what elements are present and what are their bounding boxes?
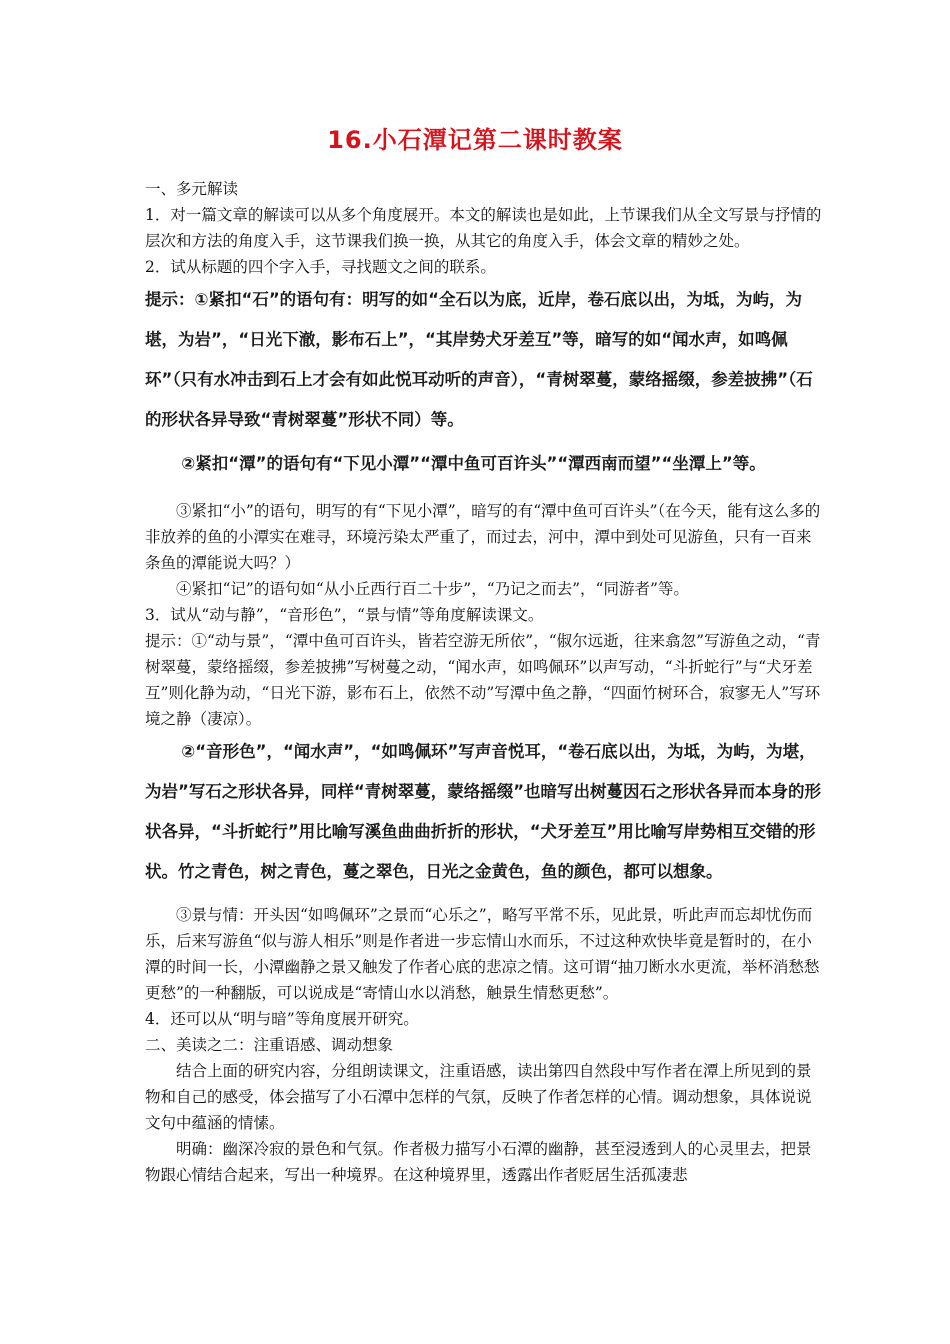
hint-ji-paragraph: ④紧扣“记”的语句如“从小丘西行百二十步”，“乃记之而去”，“同游者”等。 (176, 580, 689, 598)
hint-yin-xing-se-paragraph: ②“音形色”，“闻水声”，“如鸣佩环”写声音悦耳，“卷石底以出，为坻，为屿，为堪，为岩”写石之形状各异，同样“青树翠蔓，蒙络摇缀”也暗写出树蔓因石之形状各异而本身的形状各异，“斗折蛇行”用比喻写溪鱼曲曲折折的形状，“犬牙差互”用比喻写岸势相互交错的形状。竹之青色，树之青色，蔓之翠色，日光之金黄色，鱼的颜色，都可以想象。 (145, 742, 822, 881)
paragraph-1: 1．对一篇文章的解读可以从多个角度展开。本文的解读也是如此，上节课我们从全文写景与抒情的层次和方法的角度入手，这节课我们换一换，从其它的角度入手，体会文章的精妙之处。 (145, 206, 822, 250)
paragraph-2: 2．试从标题的四个字入手，寻找题文之间的联系。 (145, 258, 496, 276)
section-heading-2: 二、美读之二：注重语感、调动想象 (145, 1036, 394, 1054)
hint-tan-paragraph: ②紧扣“潭”的语句有“下见小潭”“潭中鱼可百许头”“潭西南而望”“坐潭上”等。 (181, 454, 766, 473)
paragraph-4: 4．还可以从“明与暗”等角度展开研究。 (145, 1010, 419, 1028)
section-heading-1: 一、多元解读 (145, 180, 239, 198)
paragraph-3: 3．试从“动与静”，“音形色”，“景与情”等角度解读课文。 (145, 606, 544, 624)
answer-paragraph: 明确：幽深冷寂的景色和气氛。作者极力描写小石潭的幽静，甚至浸透到人的心灵里去，把景物跟心情结合起来，写出一种境界。在这种境界里，透露出作者贬居生活孤凄悲 (145, 1140, 812, 1184)
hint-shi-paragraph: 提示：①紧扣“石”的语句有：明写的如“全石以为底，近岸，卷石底以出，为坻，为屿，为堪，为岩”，“日光下澈，影布石上”，“其岸势犬牙差互”等，暗写的如“闻水声，如鸣佩环”（只有水冲击到石上才会有如此悦耳动听的声音），“青树翠蔓，蒙络摇缀，参差披拂”（石的形状各异导致“青树翠蔓”形状不同）等。 (145, 290, 813, 429)
document-body (145, 176, 825, 1188)
document-title: 16.小石潭记第二课时教案 (327, 126, 623, 154)
reading-paragraph: 结合上面的研究内容，分组朗读课文，注重语感，读出第四自然段中写作者在潭上所见到的景物和自己的感受，体会描写了小石潭中怎样的气氛，反映了作者怎样的心情。调动想象，具体说说文句中蕴涵的情愫。 (145, 1062, 812, 1132)
hint-dong-jing-paragraph: 提示：①“动与景”，“潭中鱼可百许头，皆若空游无所依”，“俶尔远逝，往来翕忽”写游鱼之动，“青树翠蔓，蒙络摇缀，参差披拂”写树蔓之动，“闻水声，如鸣佩环”以声写动，“斗折蛇行”与“犬牙差互”则化静为动，“日光下游，影布石上，依然不动”写潭中鱼之静，“四面竹树环合，寂寥无人”写环境之静（凄凉）。 (145, 632, 821, 728)
hint-xiao-paragraph: ③紧扣“小”的语句，明写的有“下见小潭”，暗写的有“潭中鱼可百许头”（在今天，能有这么多的非放养的鱼的小潭实在难寻，环境污染太严重了，而过去，河中，潭中到处可见游鱼，只有一百来条鱼的潭能说大吗？） (145, 502, 821, 572)
hint-jing-qing-paragraph: ③景与情：开头因“如鸣佩环”之景而“心乐之”，略写平常不乐，见此景，听此声而忘却忧伤而乐，后来写游鱼“似与游人相乐”则是作者进一步忘情山水而乐，不过这种欢快毕竟是暂时的，在小潭的时间一长，小潭幽静之景又触发了作者心底的悲凉之情。这可谓“抽刀断水水更流，举杯消愁愁更愁”的一种翻版，可以说成是“寄情山水以消愁，触景生情愁更愁”。 (145, 906, 820, 1002)
